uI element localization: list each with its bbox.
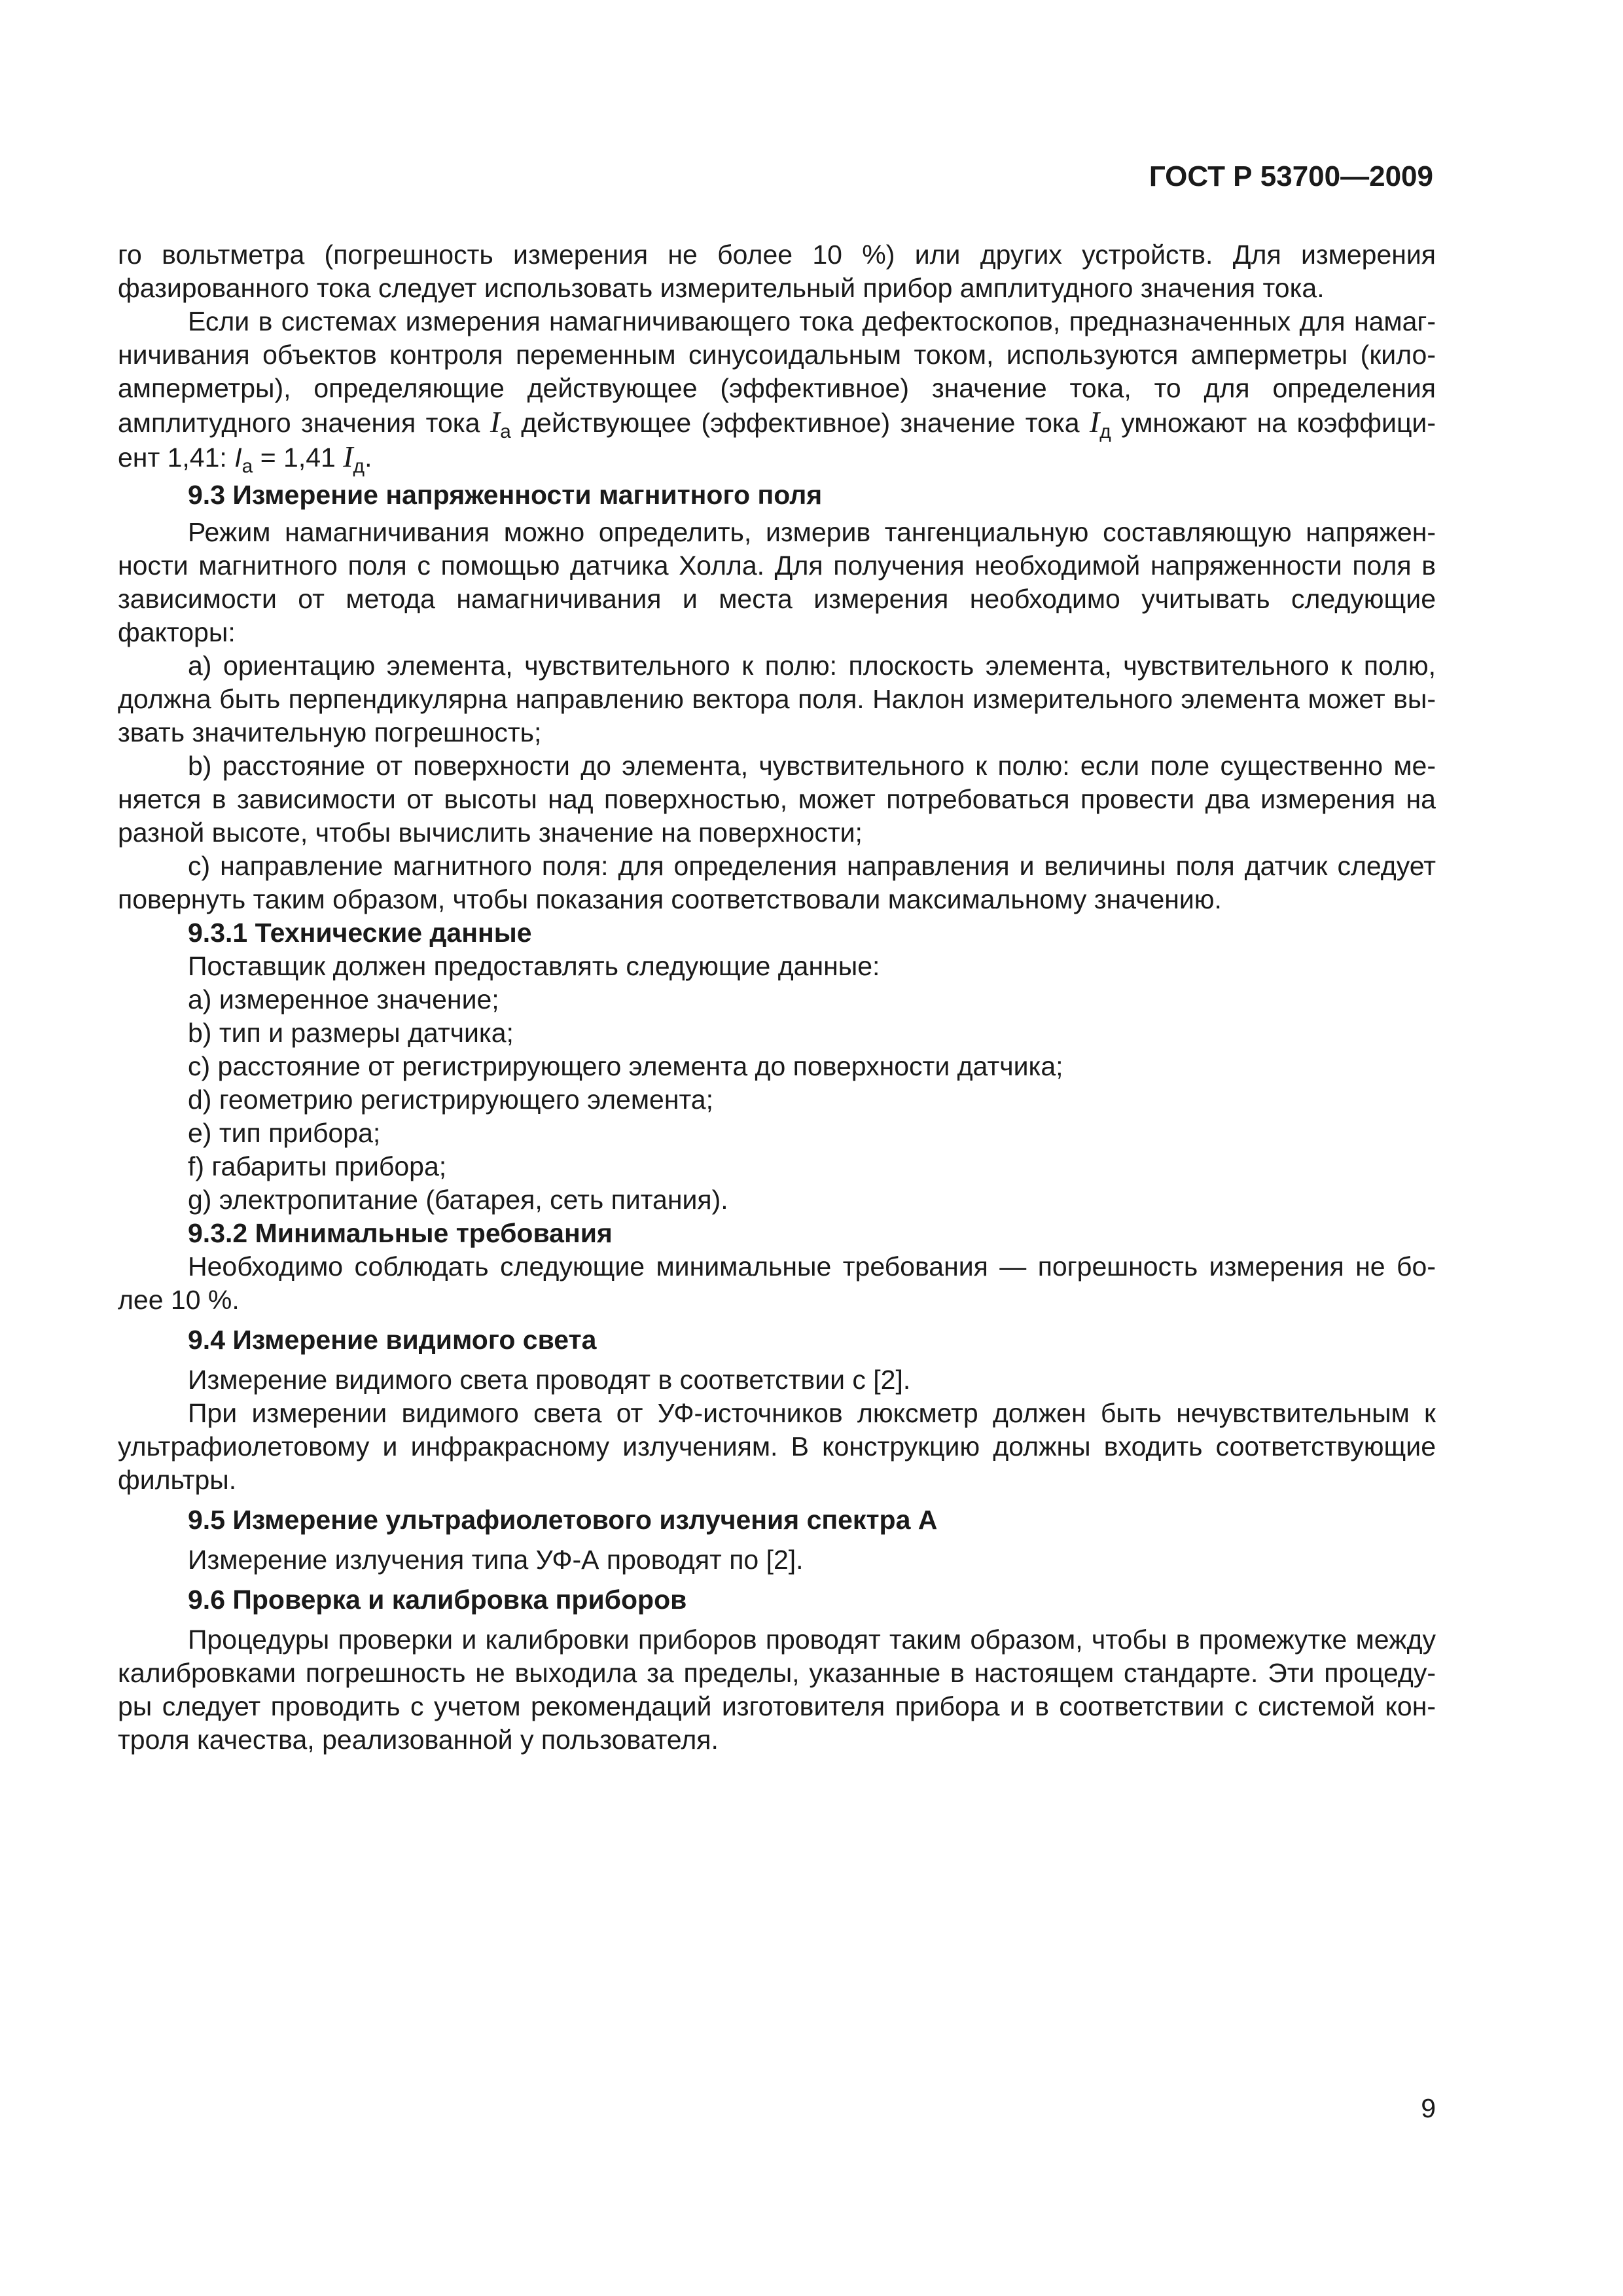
paragraph-line: Режим намагничивания можно определить, измерив тангенциальную составляющую напряжен- [188,517,1436,547]
list-item: b) тип и размеры датчика; [188,1018,514,1048]
current-symbol: I [490,405,501,439]
paragraph-line: ультрафиолетовому и инфракрасному излучениям. В конструкцию должны входить соответствующие [118,1431,1436,1462]
subscript: д [1099,421,1111,442]
text-fragment: умножают на коэффици- [1111,408,1436,438]
list-item: g) электропитание (батарея, сеть питания). [188,1185,728,1215]
document-id: ГОСТ Р 53700—2009 [1149,160,1433,192]
paragraph-line: фильтры. [118,1465,237,1495]
list-item: c) расстояние от регистрирующего элемента до поверхности датчика; [188,1051,1063,1081]
subsection-heading: 9.3.2 Минимальные требования [188,1218,613,1248]
text-fragment: . [365,442,372,473]
paragraph-line: ности магнитного поля с помощью датчика Холла. Для получения необходимой напряженности поля в [118,550,1436,581]
list-item: d) геометрию регистрирующего элемента; [188,1085,714,1115]
paragraph-line: ры следует проводить с учетом рекомендаций изготовителя прибора и в соответствии с системой кон- [118,1691,1436,1721]
paragraph-line: Измерение излучения типа УФ-А проводят по [2]. [188,1545,804,1575]
current-symbol: I [234,442,242,473]
paragraph-line-formula [118,405,1436,440]
paragraph-line: амперметры), определяющие действующее (эффективное) значение тока, то для определения [118,373,1436,403]
list-item-line: b) расстояние от поверхности до элемента, чувствительного к полю: если поле существенно ме- [188,751,1436,781]
list-item-line: c) направление магнитного поля: для определения направления и величины поля датчик следует [188,851,1436,881]
subscript: д [353,456,365,477]
paragraph-line: ничивания объектов контроля переменным синусоидальным током, используются амперметры (кило- [118,340,1436,370]
list-item-line: звать значительную погрешность; [118,717,542,747]
list-item: f) габариты прибора; [188,1151,447,1181]
paragraph-line: лее 10 %. [118,1285,240,1315]
page-content [118,238,1436,1757]
paragraph-line: Поставщик должен предоставлять следующие данные: [188,951,880,981]
paragraph-line: фазированного тока следует использовать измерительный прибор амплитудного значения тока. [118,273,1325,303]
paragraph-line: троля качества, реализованной у пользователя. [118,1725,719,1755]
paragraph-line: Если в системах измерения намагничивающего тока дефектоскопов, предназначенных для намаг- [188,306,1436,336]
text-fragment: ент 1,41: [118,442,235,473]
text-fragment: = 1,41 [253,442,344,473]
subscript: а [241,456,253,477]
paragraph-line: зависимости от метода намагничивания и места измерения необходимо учитывать следующие [118,584,1436,614]
subsection-heading: 9.3.1 Технические данные [188,918,532,948]
paragraph-line: При измерении видимого света от УФ-источников люксметр должен быть нечувствительным к [188,1398,1436,1428]
current-symbol: I [343,440,353,473]
text-fragment: амплитудного значения тока [118,408,490,438]
paragraph-line: го вольтметра (погрешность измерения не более 10 %) или других устройств. Для измерения [118,240,1436,270]
list-item-line: a) ориентацию элемента, чувствительного к полю: плоскость элемента, чувствительного к полю, [188,651,1436,681]
subscript: а [500,421,511,442]
text-fragment: действующее (эффективное) значение тока [510,408,1090,438]
section-heading: 9.5 Измерение ультрафиолетового излучения спектра А [188,1505,938,1535]
paragraph-line: Необходимо соблюдать следующие минимальные требования — погрешность измерения не бо- [188,1251,1436,1282]
page-number: 9 [1421,2093,1436,2123]
section-heading: 9.3 Измерение напряженности магнитного поля [188,480,823,510]
paragraph-line: калибровками погрешность не выходила за пределы, указанные в настоящем стандарте. Эти процеду- [118,1658,1436,1688]
section-heading: 9.4 Измерение видимого света [188,1325,597,1355]
current-symbol: I [1089,405,1100,439]
paragraph-line: факторы: [118,617,236,647]
paragraph-line: Процедуры проверки и калибровки приборов проводят таким образом, чтобы в промежутке между [188,1624,1436,1655]
list-item: a) измеренное значение; [188,984,499,1014]
list-item-line: повернуть таким образом, чтобы показания соответствовали максимальному значению. [118,884,1222,914]
list-item: e) тип прибора; [188,1118,381,1148]
section-heading: 9.6 Проверка и калибровка приборов [188,1585,687,1615]
paragraph-line: Измерение видимого света проводят в соответствии с [2]. [188,1365,911,1395]
list-item-line: должна быть перпендикулярна направлению вектора поля. Наклон измерительного элемента может вы- [118,684,1436,714]
paragraph-line-formula [118,440,1436,475]
list-item-line: разной высоте, чтобы вычислить значение на поверхности; [118,817,863,848]
list-item-line: няется в зависимости от высоты над поверхностью, может потребоваться провести два измерения на [118,784,1436,814]
